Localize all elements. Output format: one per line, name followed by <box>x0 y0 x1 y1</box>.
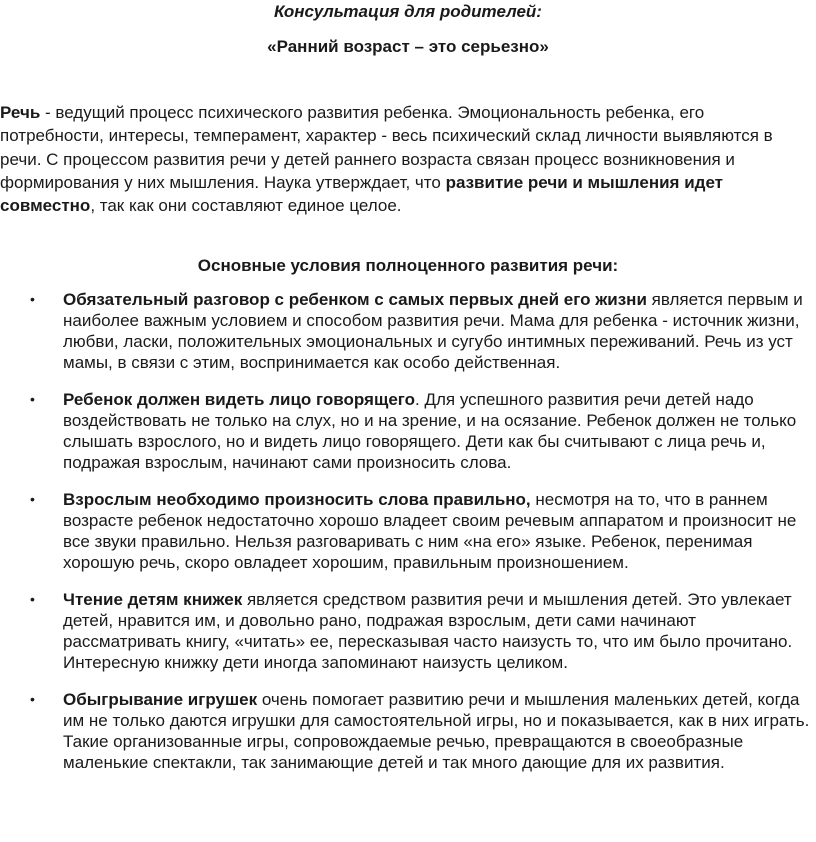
list-item <box>0 689 816 773</box>
condition-title: Обязательный разговор с ребенком с самых первых дней его жизни <box>63 290 647 309</box>
bullet-icon: • <box>30 391 35 407</box>
condition-title: Обыгрывание игрушек <box>63 690 258 709</box>
condition-text: . Для успешного развития речи детей надо воздействовать не только на слух, но и на зрение, и на осязание. Ребенок должен не только слышать взрослого, но и видеть лицо говорящего. Дети как бы считывают с лица речь и, подражая взрослым, начинают сами произносить слова. <box>63 390 797 472</box>
condition-title: Взрослым необходимо произносить слова правильно, <box>63 490 531 509</box>
condition-text: очень помогает развитию речи и мышления маленьких детей, когда им не только даются игрушки для самостоятельной игры, но и показывается, как в них играть. Такие организованные игры, сопровождаемые речью, превращаются в своеобразные маленькие спектакли, так занимающие детей и так много дающие для их развития. <box>63 690 810 772</box>
intro-text-2: , так как они составляют единое целое. <box>90 196 402 216</box>
list-item <box>0 389 816 473</box>
document-subtitle: «Ранний возраст – это серьезно» <box>267 37 549 56</box>
document-title: Консультация для родителей: <box>274 2 542 21</box>
condition-title: Чтение детям книжек <box>63 590 243 609</box>
section-heading: Основные условия полноценного развития речи: <box>197 256 619 275</box>
conditions-list <box>0 289 816 789</box>
condition-text: несмотря на то, что в раннем возрасте ребенок недостаточно хорошо владеет своим речевым аппаратом и произносит не все звуки правильно. Нельзя разговаривать с ним «на его» языке. Ребенок, перенимая хорошую речь, скоро овладеет хорошим, правильным произношением. <box>63 490 797 572</box>
intro-paragraph <box>0 101 806 217</box>
bullet-icon: • <box>30 491 35 507</box>
bullet-icon: • <box>30 291 35 307</box>
intro-text-1: - ведущий процесс психического развития ребенка. Эмоциональность ребенка, его потребности, интересы, темперамент, характер - весь психический склад личности выявляются в речи. С процессом развития речи у детей раннего возраста связан процесс возникновения и формирования у них мышления. Наука утверждает, что <box>0 103 773 192</box>
bullet-icon: • <box>30 591 35 607</box>
condition-text: является первым и наиболее важным условием и способом развития речи. Мама для ребенка - источник жизни, любви, ласки, положительных эмоциональных и сугубо интимных переживаний. Речь из уст мамы, в связи с этим, воспринимается как особо действенная. <box>63 290 803 372</box>
condition-text: является средством развития речи и мышления детей. Это увлекает детей, нравится им, и довольно рано, подражая взрослым, дети сами начинают рассматривать книгу, «читать» ее, пересказывая часто наизусть то, что им было прочитано. Интересную книжку дети иногда запоминают наизусть целиком. <box>63 590 793 672</box>
list-item <box>0 289 816 373</box>
condition-title: Ребенок должен видеть лицо говорящего <box>63 390 416 409</box>
list-item <box>0 589 816 673</box>
list-item <box>0 489 816 573</box>
intro-lead: Речь <box>0 103 41 122</box>
bullet-icon: • <box>30 691 35 707</box>
intro-emphasis: развитие речи и мышления идет совместно <box>0 172 723 216</box>
